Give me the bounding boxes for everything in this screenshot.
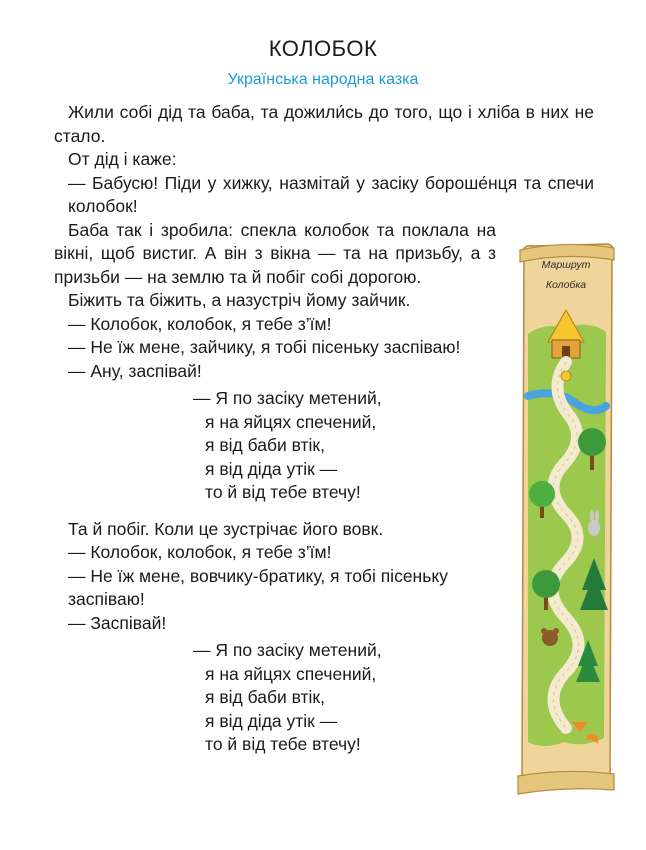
verse-line: я від діда утік — xyxy=(205,458,338,479)
dialogue-line: — Колобок, колобок, я тебе з’їм! xyxy=(68,542,332,562)
paragraph: — Бабусю! Піди у хижку, назмітай у засіку бороше́нця та спечи колобок! xyxy=(68,172,594,216)
dialogue-line: — Колобок, колобок, я тебе з’їм! xyxy=(68,313,332,334)
page-title: КОЛОБОК xyxy=(268,36,378,61)
verse-line: я від баби втік, xyxy=(205,687,325,707)
verse-line: — Я по засіку метений, xyxy=(193,388,382,408)
verse-line: — Я по засіку метений, xyxy=(193,640,382,660)
dialogue-line: — Не їж мене, вовчику-братику, я тобі пісеньку заспіваю! xyxy=(68,565,448,609)
page-subtitle: Українська народна казка xyxy=(227,71,419,88)
verse-line: я від діда утік — xyxy=(205,710,338,731)
paragraph: От дід і каже: xyxy=(68,149,177,169)
map-label-line1: Маршрут xyxy=(541,259,591,271)
kolobok-route-map xyxy=(514,238,618,798)
map-label-line2: Колобка xyxy=(545,279,587,291)
paragraph: Біжить та біжить, а назустріч йому зайчик. xyxy=(68,290,411,310)
verse-line: я на яйцях спечений, xyxy=(205,663,377,684)
kolobok-icon xyxy=(561,371,571,381)
verse-line: то й від тебе втечу! xyxy=(205,482,361,502)
verse-line: то й від тебе втечу! xyxy=(205,734,361,754)
dialogue-line: — Ану, заспівай! xyxy=(68,360,202,381)
paragraph: Та й побіг. Коли це зустрічає його вовк. xyxy=(68,518,384,539)
story-text xyxy=(54,101,594,761)
dialogue-line: — Заспівай! xyxy=(68,612,167,633)
dialogue-line: — Не їж мене, зайчику, я тобі пісеньку заспіваю! xyxy=(68,337,461,357)
paragraph: Баба так і зробила: спекла колобок та поклала на вікні, щоб вистиг. А він з вікна — та на призьбу, а з призьби — на землю та й побіг собі дорогою. xyxy=(54,219,496,287)
verse-line: я на яйцях спечений, xyxy=(205,411,377,432)
verse-line: я від баби втік, xyxy=(205,435,325,455)
paragraph: Жили собі дід та баба, та дожили́сь до того, що і хліба в них не стало. xyxy=(54,102,594,146)
